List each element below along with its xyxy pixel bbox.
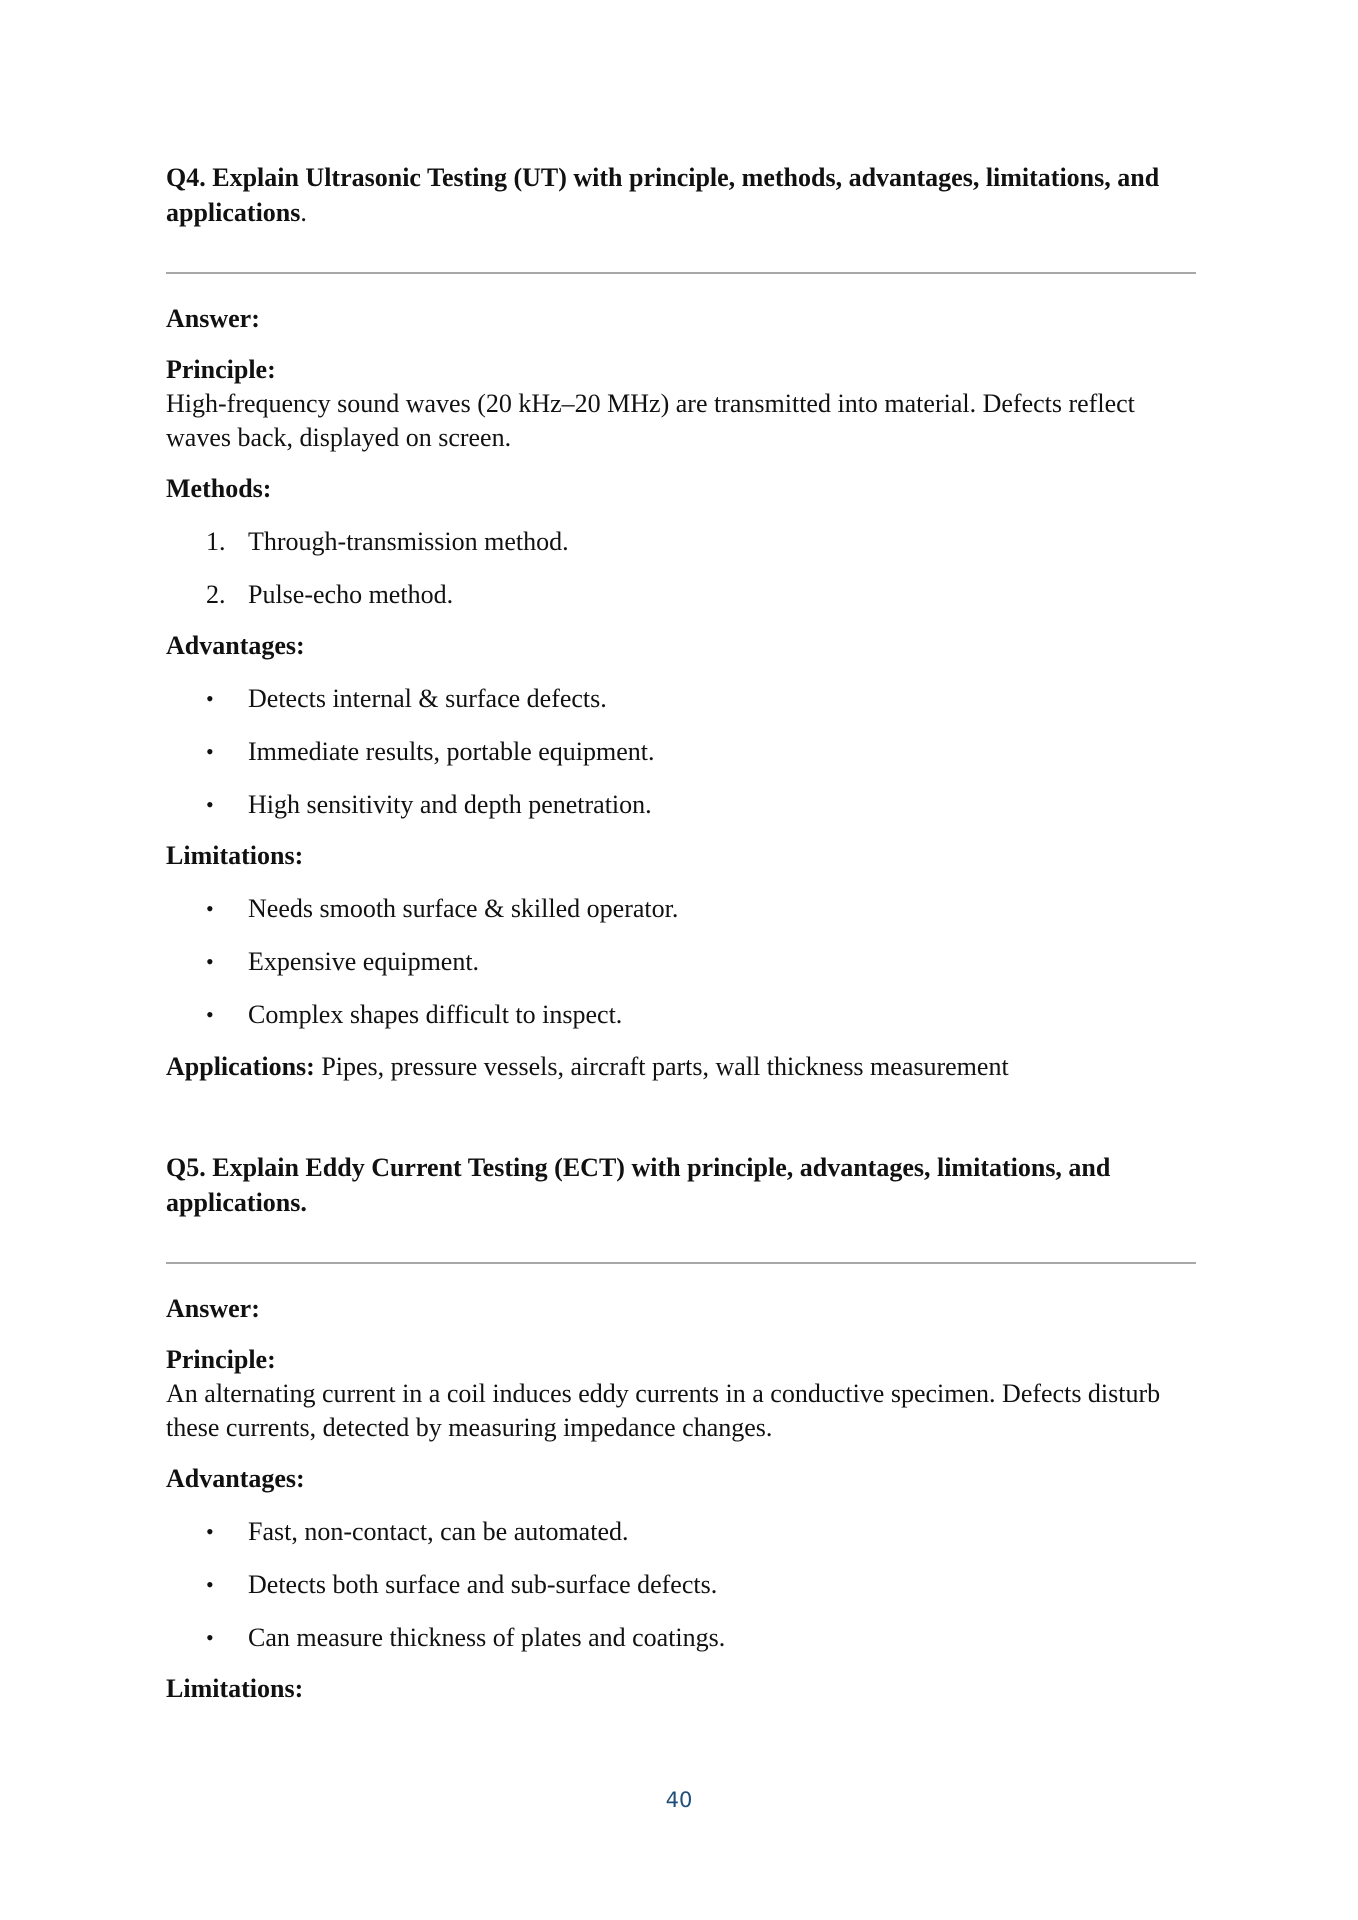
list-item-text: Can measure thickness of plates and coatings. [248, 1623, 726, 1652]
bullet-icon: • [206, 792, 214, 817]
limitations-label: Limitations: [166, 841, 304, 870]
list-item-text: Pulse-echo method. [248, 580, 454, 609]
bullet-icon: • [206, 1572, 214, 1597]
list-item-text: Through-transmission method. [248, 527, 569, 556]
list-item [166, 998, 1196, 1032]
question-title [166, 160, 1196, 230]
list-item [166, 1621, 1196, 1655]
bullet-icon: • [206, 896, 214, 921]
list-item [166, 892, 1196, 926]
advantages-label: Advantages: [166, 631, 305, 660]
applications-text: Pipes, pressure vessels, aircraft parts, wall thickness measurement [314, 1052, 1009, 1081]
question-q4 [166, 160, 1196, 1084]
methods-list [166, 525, 1196, 612]
list-item-text: Immediate results, portable equipment. [248, 737, 655, 766]
bullet-icon: • [206, 739, 214, 764]
principle-label: Principle: [166, 355, 276, 384]
question-title-text: Q4. Explain Ultrasonic Testing (UT) with principle, methods, advantages, limitations, and applications [166, 163, 1160, 227]
limitations-label: Limitations: [166, 1674, 304, 1703]
advantages-list [166, 682, 1196, 822]
list-item-text: Detects internal & surface defects. [248, 684, 607, 713]
list-item [166, 525, 1196, 559]
limitations-list [166, 892, 1196, 1032]
list-item [166, 788, 1196, 822]
question-title-period: . [300, 198, 307, 227]
divider [166, 1262, 1196, 1264]
answer-label: Answer: [166, 1294, 260, 1323]
list-item-text: Fast, non-contact, can be automated. [248, 1517, 629, 1546]
applications-label: Applications: [166, 1052, 315, 1081]
list-item [166, 578, 1196, 612]
bullet-icon: • [206, 949, 214, 974]
list-item [166, 735, 1196, 769]
list-item [166, 682, 1196, 716]
principle-text: High-frequency sound waves (20 kHz–20 MHz) are transmitted into material. Defects reflect waves back, displayed on screen. [166, 389, 1135, 452]
applications-line [166, 1050, 1196, 1084]
question-q5 [166, 1150, 1196, 1706]
list-item [166, 945, 1196, 979]
list-item [166, 1568, 1196, 1602]
list-item [166, 1515, 1196, 1549]
page-number: 40 [665, 1788, 693, 1812]
page-content [166, 160, 1196, 1706]
list-number: 1. [206, 527, 226, 556]
list-item-text: Needs smooth surface & skilled operator. [248, 894, 679, 923]
list-item-text: Detects both surface and sub-surface defects. [248, 1570, 718, 1599]
advantages-list [166, 1515, 1196, 1655]
bullet-icon: • [206, 1519, 214, 1544]
list-item-text: Complex shapes difficult to inspect. [248, 1000, 623, 1029]
list-number: 2. [206, 580, 226, 609]
bullet-icon: • [206, 1625, 214, 1650]
bullet-icon: • [206, 686, 214, 711]
methods-label: Methods: [166, 474, 272, 503]
answer-label: Answer: [166, 304, 260, 333]
divider [166, 272, 1196, 274]
list-item-text: Expensive equipment. [248, 947, 480, 976]
bullet-icon: • [206, 1002, 214, 1027]
principle-label: Principle: [166, 1345, 276, 1374]
principle-text: An alternating current in a coil induces eddy currents in a conductive specimen. Defects disturb these currents, detected by measuring impedance changes. [166, 1379, 1161, 1442]
advantages-label: Advantages: [166, 1464, 305, 1493]
list-item-text: High sensitivity and depth penetration. [248, 790, 652, 819]
question-title: Q5. Explain Eddy Current Testing (ECT) with principle, advantages, limitations, and applications. [166, 1153, 1111, 1217]
